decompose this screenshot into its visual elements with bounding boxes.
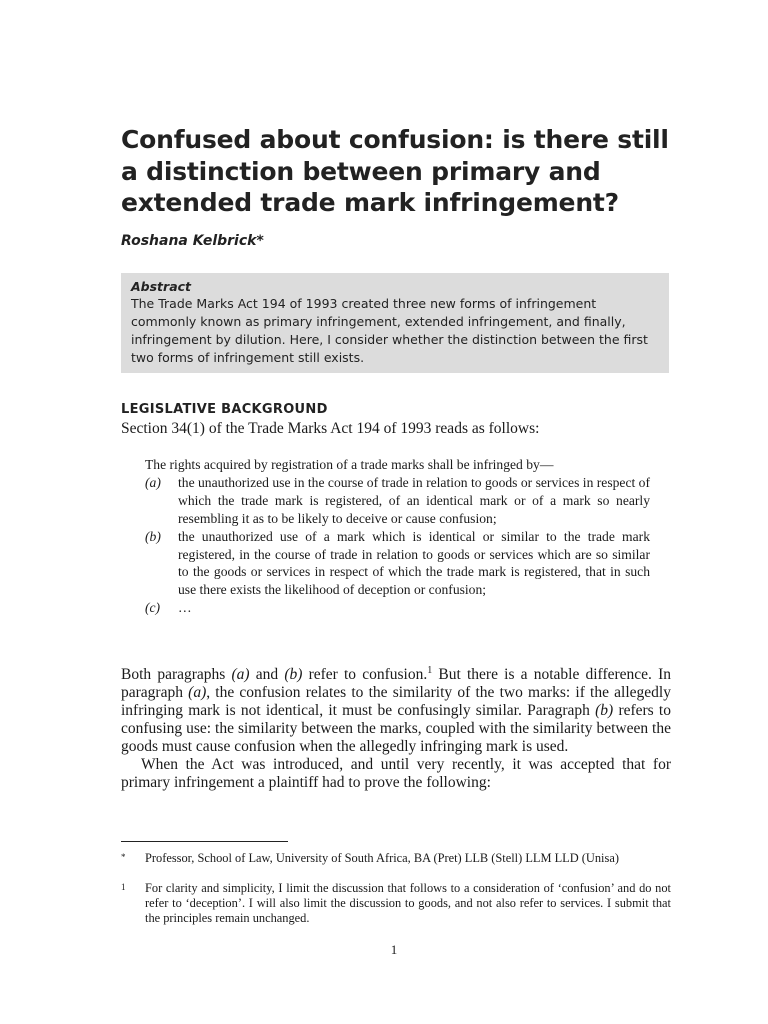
- text-run: refers to confusing use: the similarity between the marks, coupled with the similarity between the goods must cause confusion when the allegedly infringing mark is used.: [121, 702, 671, 755]
- footnote: [121, 881, 671, 927]
- quote-item-label: (c): [145, 600, 161, 616]
- text-run-italic: (b): [284, 666, 303, 683]
- quote-item: [145, 528, 650, 600]
- statute-quote: [145, 456, 650, 617]
- body-paragraph: When the Act was introduced, and until very recently, it was accepted that for primary infringement a plaintiff had to prove the following:: [121, 756, 671, 791]
- text-run: But there is a notable difference. In paragraph: [121, 666, 671, 701]
- text-run: refer to confusion.: [302, 666, 428, 683]
- quote-item-label: (b): [145, 528, 161, 544]
- quote-item-label: (a): [145, 474, 161, 490]
- abstract-box: [121, 273, 669, 373]
- footnote-text: Professor, School of Law, University of South Africa, BA (Pret) LLB (Stell) LLM LLD (Unisa): [145, 851, 619, 865]
- abstract-text: The Trade Marks Act 194 of 1993 created three new forms of infringement commonly known as primary infringement, extended infringement, and finally, infringement by dilution. Here, I consider whether the distinction between the first two forms of infringement still exists.: [131, 296, 648, 365]
- body-paragraph: [121, 666, 671, 756]
- author-name: Roshana Kelbrick*: [121, 233, 264, 249]
- article-title: Confused about confusion: is there still a distinction between primary and extended trade mark infringement?: [121, 125, 669, 217]
- quote-item-text: the unauthorized use of a mark which is identical or similar to the trade mark registered, in the course of trade in relation to goods or services which are so similar to the goods or services in respect of which the trade mark is registered, that in such use there exists the likelihood of deception or confusion;: [178, 528, 650, 598]
- quote-item: [145, 474, 650, 528]
- page-number: 1: [390, 942, 398, 957]
- footnote-mark: 1: [121, 882, 126, 892]
- abstract-heading: Abstract: [131, 279, 192, 294]
- footnote: [121, 851, 671, 866]
- text-run-italic: (a): [188, 684, 207, 701]
- footnote-ref[interactable]: 1: [427, 664, 433, 676]
- text-run-italic: (b): [595, 702, 614, 719]
- section-intro: Section 34(1) of the Trade Marks Act 194 of 1993 reads as follows:: [121, 420, 540, 437]
- section-heading: LEGISLATIVE BACKGROUND: [121, 402, 328, 417]
- quote-item-text: …: [178, 600, 192, 616]
- quote-item: [145, 599, 650, 617]
- text-run: and: [249, 666, 285, 683]
- text-run: Both paragraphs: [121, 666, 232, 683]
- footnote-text: For clarity and simplicity, I limit the discussion that follows to a consideration of ‘confusion’ and do not refer to ‘deception’. I will also limit the discussion to goods, and not also refer to services. I submit that the principles remain unchanged.: [145, 881, 671, 926]
- footnote-divider: [121, 841, 288, 842]
- body-text: [121, 666, 671, 792]
- text-run-italic: (a): [231, 666, 250, 683]
- quote-item-text: the unauthorized use in the course of trade in relation to goods or services in respect of which the trade mark is registered, of an identical mark or of a mark so nearly resembling it as to be likely to deceive or cause confusion;: [178, 474, 650, 526]
- text-run: , the confusion relates to the similarity of the two marks: if the allegedly infringing mark is not identical, it must be confusingly similar. Paragraph: [121, 684, 671, 719]
- quote-lead: The rights acquired by registration of a trade marks shall be infringed by—: [145, 457, 554, 472]
- footnote-mark: *: [121, 852, 126, 862]
